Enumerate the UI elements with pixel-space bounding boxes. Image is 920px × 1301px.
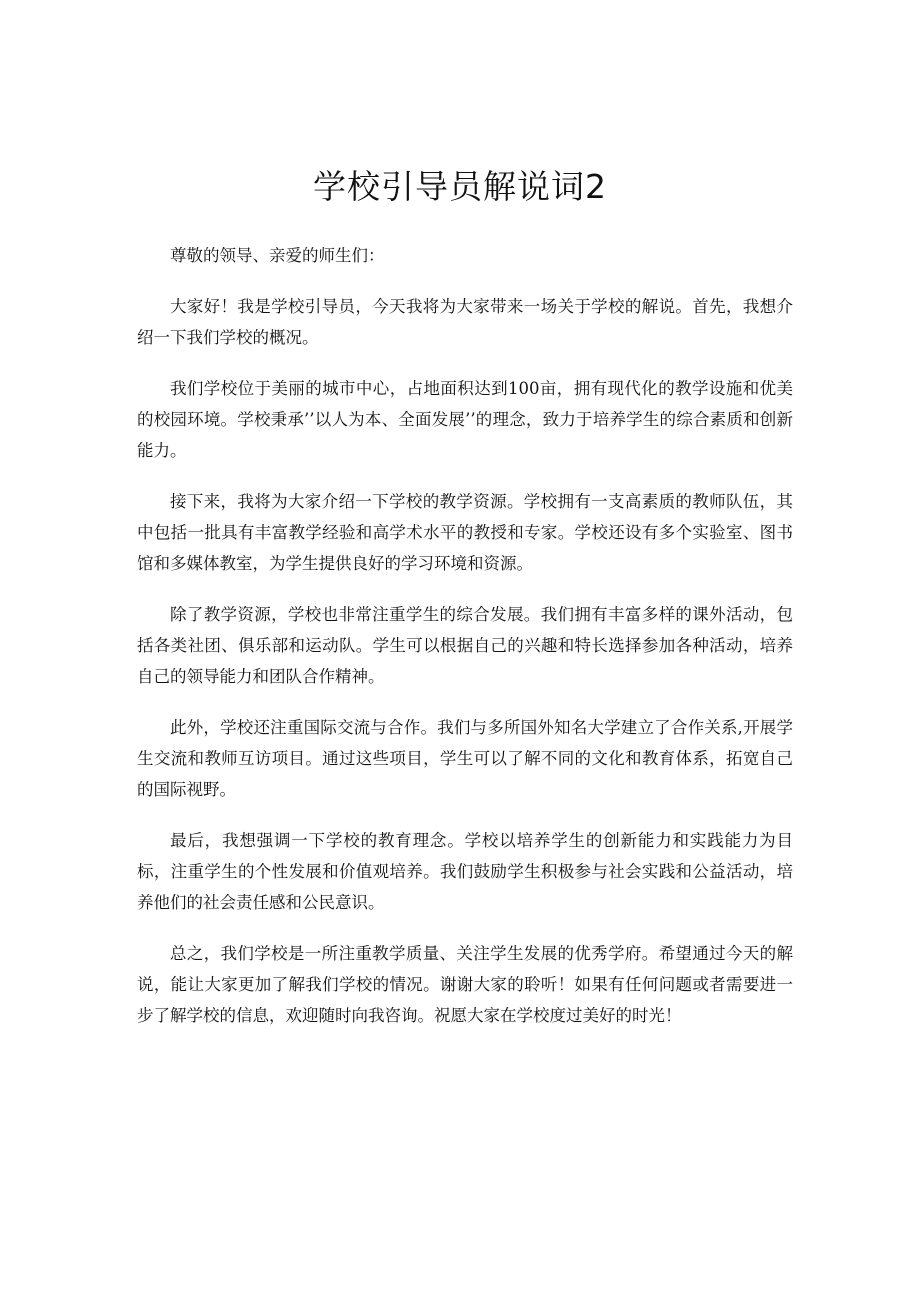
paragraph-greeting: 大家好！我是学校引导员，今天我将为大家带来一场关于学校的解说。首先，我想介绍一下我们学校的概况。	[137, 297, 793, 347]
paragraph-salutation: 尊敬的领导、亲爱的师生们：	[170, 246, 385, 265]
paragraph-international-exchange: 此外，学校还注重国际交流与合作。我们与多所国外知名大学建立了合作关系,开展学生交流和教师互访项目。通过这些项目，学生可以了解不同的文化和教育体系，拓宽自己的国际视野。	[137, 718, 793, 799]
document-body	[137, 240, 793, 1051]
paragraph-education-philosophy: 最后，我想强调一下学校的教育理念。学校以培养学生的创新能力和实践能力为目标，注重学生的个性发展和价值观培养。我们鼓励学生积极参与社会实践和公益活动，培养他们的社会责任感和公民意识。	[137, 831, 793, 912]
paragraph-conclusion: 总之，我们学校是一所注重教学质量、关注学生发展的优秀学府。希望通过今天的解说，能让大家更加了解我们学校的情况。谢谢大家的聆听！如果有任何问题或者需要进一步了解学校的信息，欢迎随时向我咨询。祝愿大家在学校度过美好的时光！	[137, 944, 793, 1025]
paragraph-teaching-resources: 接下来，我将为大家介绍一下学校的教学资源。学校拥有一支高素质的教师队伍，其中包括一批具有丰富教学经验和高学术水平的教授和专家。学校还设有多个实验室、图书馆和多媒体教室，为学生提供良好的学习环境和资源。	[137, 492, 793, 573]
paragraph-student-development: 除了教学资源，学校也非常注重学生的综合发展。我们拥有丰富多样的课外活动，包括各类社团、俱乐部和运动队。学生可以根据自己的兴趣和特长选择参加各种活动，培养自己的领导能力和团队合作精神。	[137, 605, 793, 686]
paragraph-overview: 我们学校位于美丽的城市中心，占地面积达到100亩，拥有现代化的教学设施和优美的校园环境。学校秉承’’以人为本、全面发展’’的理念，致力于培养学生的综合素质和创新能力。	[137, 379, 793, 460]
document-title: 学校引导员解说词2	[313, 167, 607, 206]
